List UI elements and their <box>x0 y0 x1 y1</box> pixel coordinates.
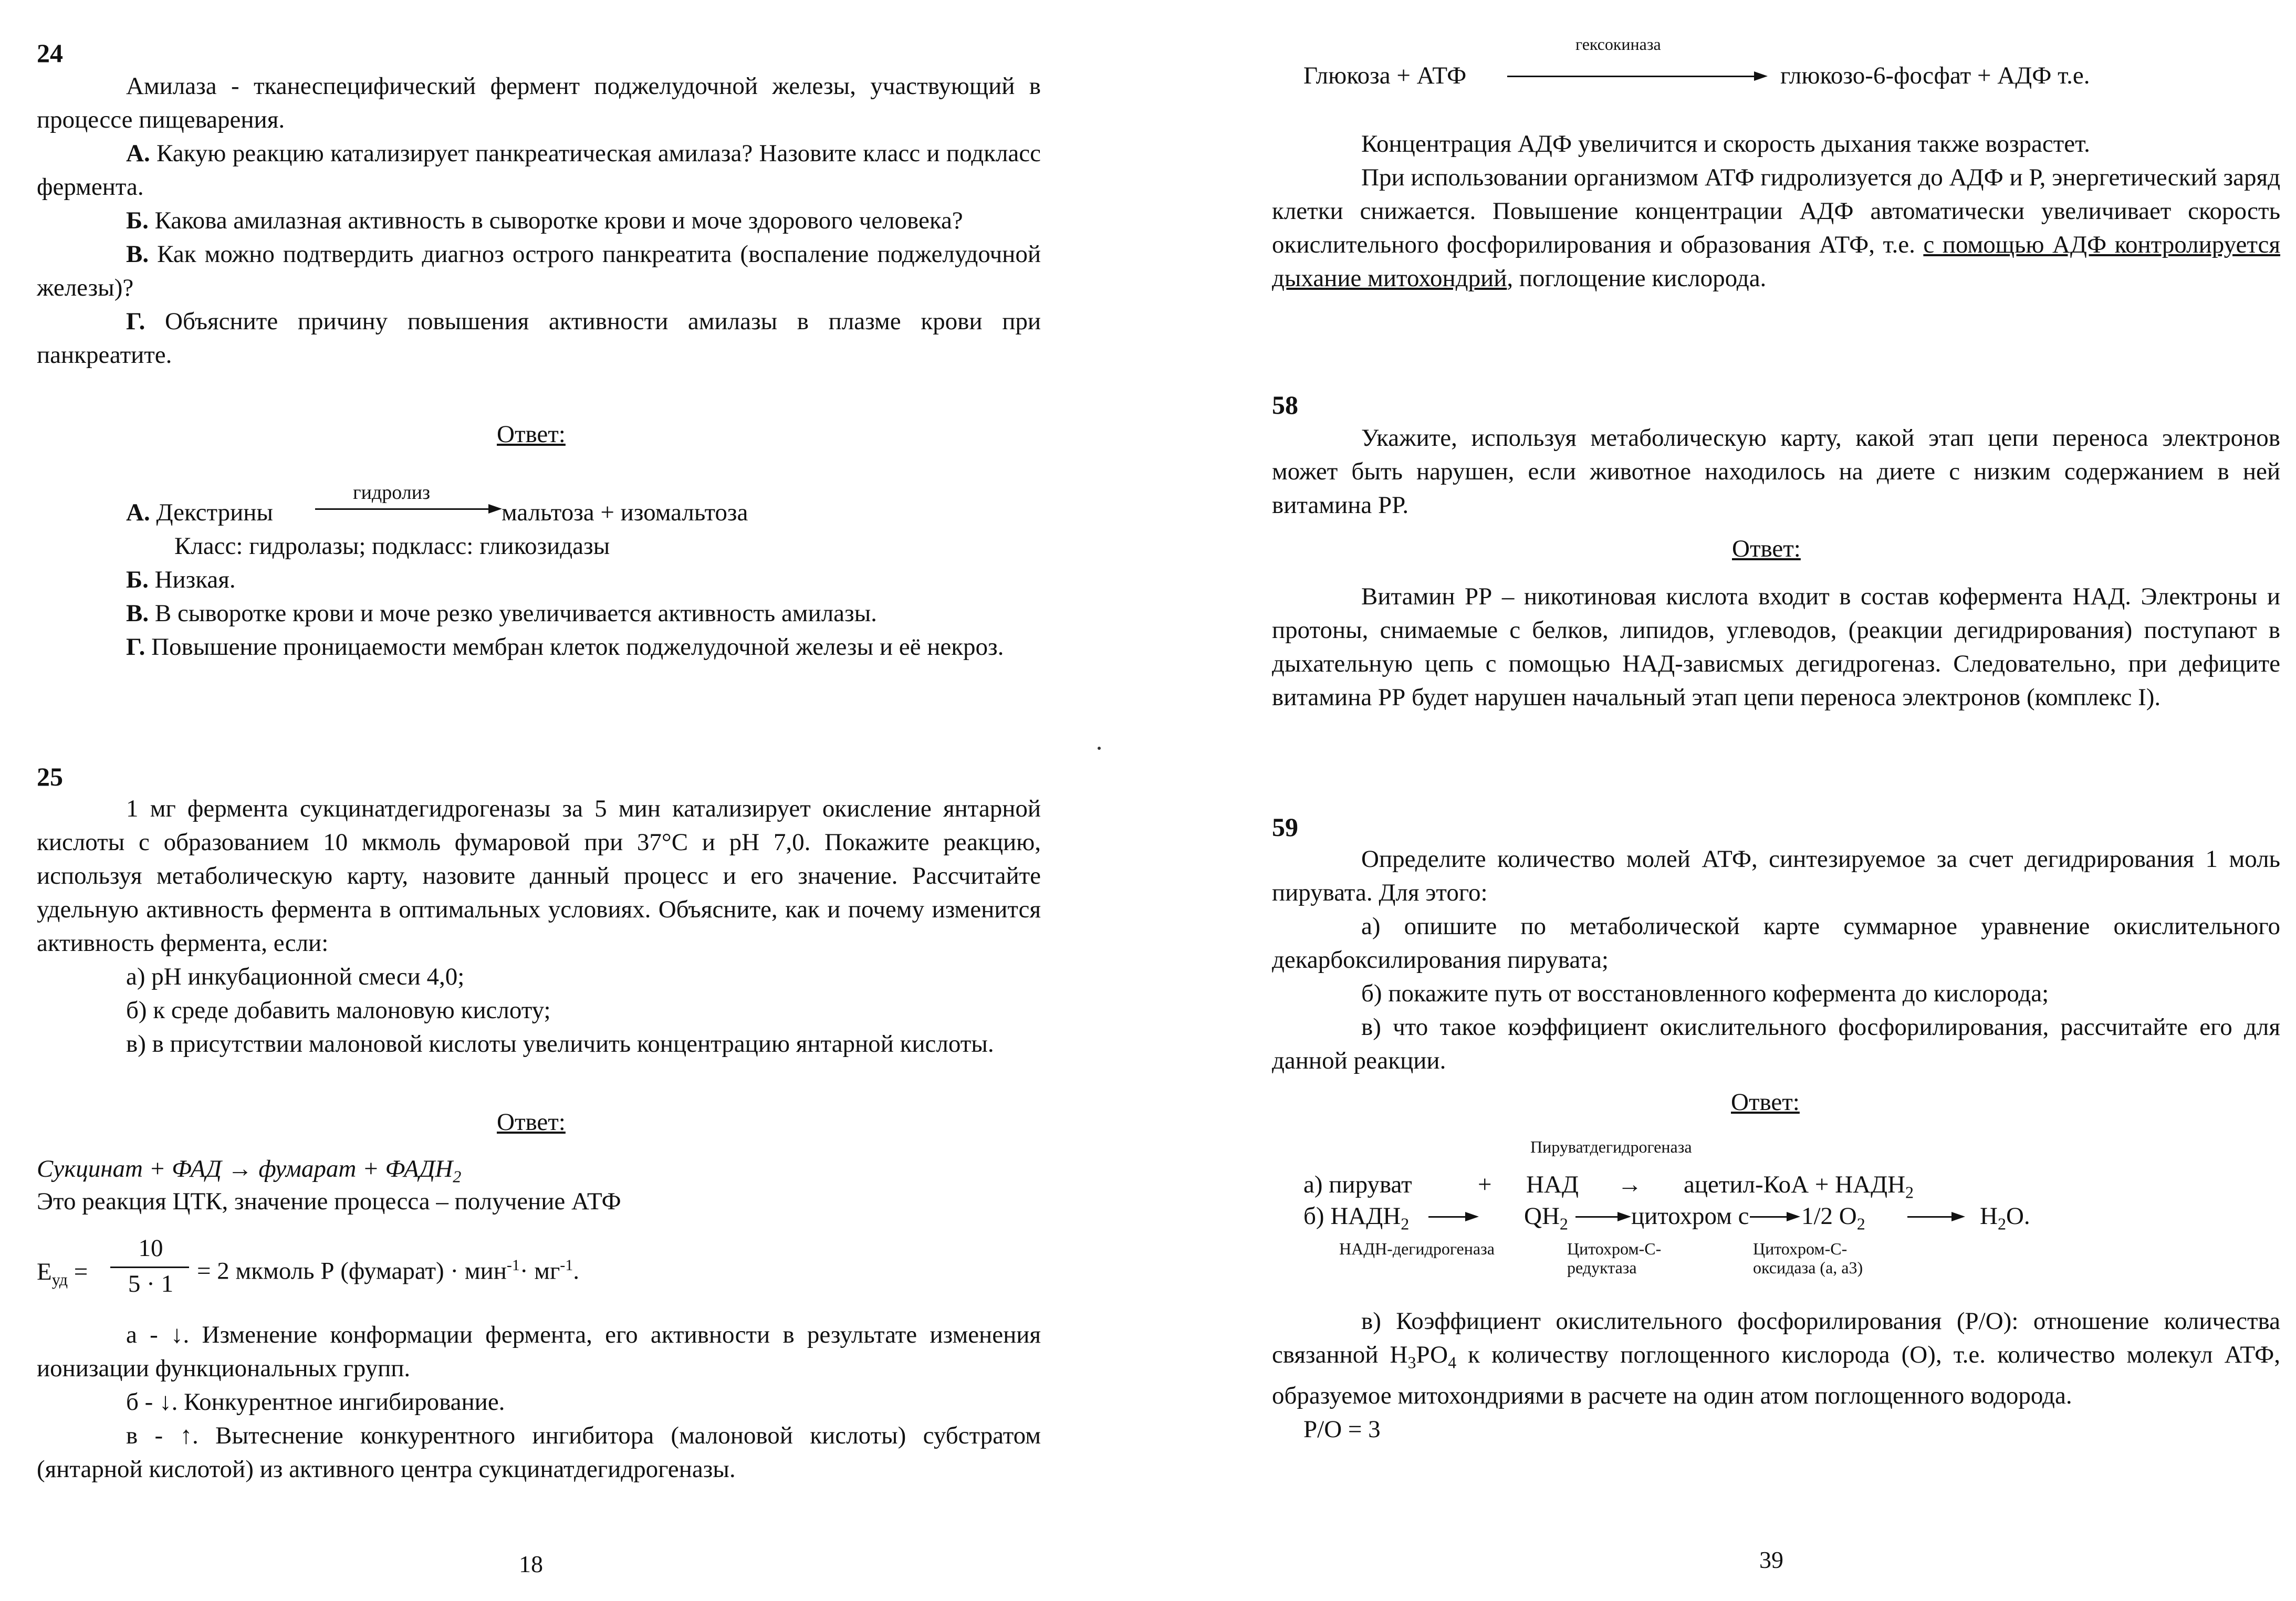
po-ratio: Р/О = 3 <box>1303 1416 1381 1443</box>
right-page <box>1255 0 2296 1601</box>
problem-25-answers <box>37 1318 1041 1486</box>
cytochrome-c-reductase-label: Цитохром-С- редуктаза <box>1567 1239 1662 1277</box>
problem-58-answer-block <box>1272 580 2280 714</box>
problem-58-answer-heading: Ответ: <box>1732 535 1801 562</box>
succinate-reaction: Сукцинат + ФАД → фумарат + $ФАДН_2$ <box>37 1155 462 1186</box>
reaction-arrow <box>315 508 499 510</box>
fraction-numerator: 10 <box>138 1234 163 1262</box>
answer-g: Г. Повышение проницаемости мембран клеток поджелудочной железы и её некроз. <box>126 633 1004 661</box>
etc-arrow-1 <box>1428 1216 1476 1218</box>
problem-25-item-a: а) рН инкубационной смеси 4,0; <box>126 963 465 990</box>
reaction-b-4: 1/2 $O_2$ <box>1801 1202 1865 1233</box>
problem-58-question: Укажите, используя метаболическую карту, какой этап цепи переноса электронов может быть нарушен, если животное находилось на диете с низким содержанием в ней витамина РР. <box>1272 424 2280 519</box>
reaction-a-1: а) пируват <box>1303 1171 1412 1198</box>
specific-activity-symbol: $Е_{уд}$ = <box>37 1258 88 1289</box>
problem-24-number: 24 <box>37 38 63 68</box>
problem-24-question-a: А. Какую реакцию катализирует панкреатическая амилаза? Назовите класс и подкласс фермента. <box>37 140 1041 201</box>
problem-25-question: 1 мг фермента сукцинатдегидрогеназы за 5 мин катализирует окисление янтарной кислоты с образованием 10 мкмоль фумаровой при 37°С и рН 7,0. Покажите реакцию, используя метаболическую карту, назовите данный процесс и его значение. Рассчитайте удельную активность фермента в оптимальных условиях. Объясните, как и почему изменится активность фермента, если: <box>37 795 1041 957</box>
left-page <box>0 0 1082 1601</box>
problem-59-answer-v <box>1272 1304 2280 1446</box>
reaction-b-2: $QH_2$ <box>1524 1202 1568 1233</box>
answer-a-class: Класс: гидролазы; подкласс: гликозидазы <box>174 532 610 560</box>
answer-a-right: мальтоза + изомальтоза <box>502 499 748 526</box>
fraction-bar <box>110 1267 189 1268</box>
problem-24-intro: Амилаза - тканеспецифический фермент поджелудочной железы, участвующий в процессе пищеварения. <box>37 72 1041 133</box>
atp-explanation <box>1272 127 2280 295</box>
hydrolysis-arrow-label: гидролиз <box>353 482 431 504</box>
reaction-a-5: ацетил-КоА + $НАДН_2$ <box>1684 1171 1914 1202</box>
problem-59-answer-heading: Ответ: <box>1731 1089 1800 1116</box>
problem-59-text <box>1272 842 2280 1077</box>
answer-25-b: б - ↓. Конкурентное ингибирование. <box>126 1388 505 1416</box>
etc-arrow-2 <box>1575 1216 1628 1218</box>
problem-24-question-g: Г. Объясните причину повышения активности амилазы в плазме крови при панкреатите. <box>37 308 1041 369</box>
problem-59-item-a: а) опишите по метаболической карте суммарное уравнение окислительного декарбоксилирования пирувата; <box>1272 913 2280 974</box>
adp-line: Концентрация АДФ увеличится и скорость дыхания также возрастет. <box>1361 130 2090 158</box>
cytochrome-c-oxidase-label: Цитохром-С- оксидаза (а, а3) <box>1753 1239 1863 1277</box>
reaction-b-5: $H_2O$. <box>1980 1202 2030 1233</box>
answer-v: В. В сыворотке крови и моче резко увеличивается активность амилазы. <box>126 600 877 627</box>
page-number-right: 39 <box>1759 1546 1783 1573</box>
problem-58-text <box>1272 421 2280 522</box>
specific-activity-result: = 2 мкмоль Р (фумарат) · $мин^{-1}\cdot мг^{-1}$. <box>197 1257 580 1285</box>
answer-25-a: а - ↓. Изменение конформации фермента, его активности в результате изменения ионизации функциональных групп. <box>37 1321 1041 1382</box>
reaction-a-4: → <box>1617 1171 1642 1198</box>
etc-arrow-3 <box>1750 1216 1797 1218</box>
problem-25-number: 25 <box>37 762 63 791</box>
problem-59-intro: Определите количество молей АТФ, синтезируемое за счет дегидрирования 1 моль пирувата. Для этого: <box>1272 845 2280 906</box>
reaction-a-2: + <box>1478 1171 1492 1198</box>
problem-59-item-b: б) покажите путь от восстановленного кофермента до кислорода; <box>1361 980 2049 1007</box>
problem-24-answers <box>37 529 1041 664</box>
problem-59-number: 59 <box>1272 812 1298 842</box>
pyruvate-dehydrogenase-label: Пируватдегидрогеназа <box>1530 1137 1692 1156</box>
problem-24-question-v: В. Как можно подтвердить диагноз острого панкреатита (воспаление поджелудочной железы)? <box>37 240 1041 301</box>
reaction-b-3: цитохром с <box>1631 1202 1749 1230</box>
hexokinase-label: гексокиназа <box>1575 35 1661 54</box>
answer-25-v: в - ↑. Вытеснение конкурентного ингибитора (малоновой кислоты) субстратом (янтарной кислотой) из активного центра сукцинатдегидрогеназы. <box>37 1422 1041 1483</box>
reaction-note: Это реакция ЦТК, значение процесса – получение АТФ <box>37 1188 621 1215</box>
adp-paragraph: При использовании организмом АТФ гидролизуется до АДФ и Р, энергетический заряд клетки снижается. Повышение концентрации АДФ автоматически увеличивает скорость окислительного фосфорилирования и образования АТФ, т.е. с помощью АДФ контролируется дыхание митохондрий, поглощение кислорода. <box>1272 164 2280 292</box>
problem-25-text <box>37 792 1041 1061</box>
nadh-dehydrogenase-label: НАДН-дегидрогеназа <box>1339 1239 1495 1258</box>
po-definition: в) Коэффициент окислительного фосфорилирования (Р/О): отношение количества связанной $Н_3РО_4$ к количеству поглощенного кислорода (О), т.е. количество молекул АТФ, образуемое митохондриями в расчете на один атом поглощенного водорода. <box>1272 1307 2280 1410</box>
glucose-reaction-right: глюкозо-6-фосфат + АДФ т.е. <box>1780 62 2090 89</box>
problem-24-text <box>37 69 1041 372</box>
problem-58-answer: Витамин РР – никотиновая кислота входит в состав кофермента НАД. Электроны и протоны, снимаемые с белков, липидов, углеводов, (реакции дегидрирования) поступают в дыхательную цепь с помощью НАД-зависмых дегидрогеназ. Следовательно, при дефиците витамина РР будет нарушен начальный этап цепи переноса электронов (комплекс I). <box>1272 583 2280 711</box>
problem-24-answer-heading: Ответ: <box>497 421 566 448</box>
reaction-b-1: б) $НАДН_2$ <box>1303 1202 1410 1233</box>
etc-arrow-4 <box>1907 1216 1962 1218</box>
page-number: 18 <box>519 1551 543 1577</box>
glucose-reaction-left: Глюкоза + АТФ <box>1303 62 1467 89</box>
problem-24-question-b: Б. Какова амилазная активность в сыворотке крови и моче здорового человека? <box>126 207 963 234</box>
problem-25-item-v: в) в присутствии малоновой кислоты увеличить концентрацию янтарной кислоты. <box>126 1030 994 1058</box>
problem-25-item-b: б) к среде добавить малоновую кислоту; <box>126 997 551 1024</box>
problem-58-number: 58 <box>1272 390 1298 420</box>
fraction-denominator: 5 · 1 <box>128 1270 174 1297</box>
problem-59-item-v: в) что такое коэффициент окислительного фосфорилирования, рассчитайте его для данной реакции. <box>1272 1013 2280 1074</box>
answer-b: Б. Низкая. <box>126 566 236 593</box>
hexokinase-arrow <box>1507 76 1765 77</box>
reaction-a-3: НАД <box>1526 1171 1579 1198</box>
answer-a-left: А. Декстрины <box>126 499 273 526</box>
problem-25-answer-heading: Ответ: <box>497 1108 566 1136</box>
speck <box>1098 747 1101 750</box>
